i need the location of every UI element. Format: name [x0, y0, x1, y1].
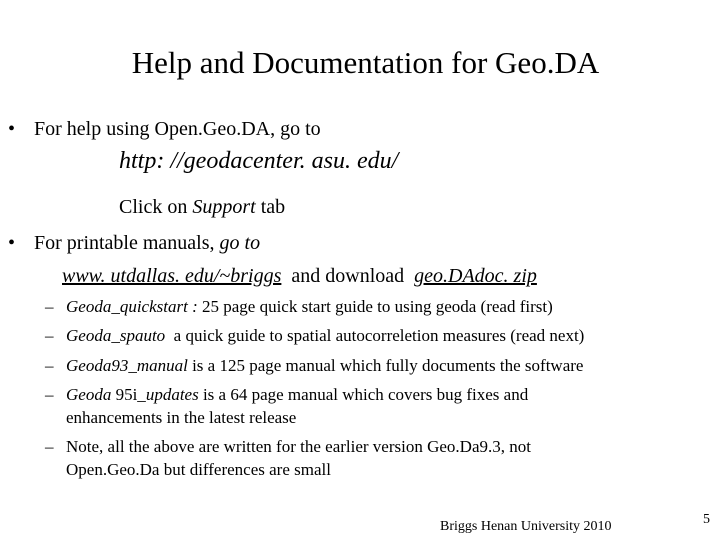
geodadoc-filename: geo.DAdoc. zip: [414, 265, 537, 287]
bullet-help-text: For help using Open.Geo.DA, go to: [34, 118, 321, 140]
note-line-2: Open.Geo.Da but differences are small: [66, 460, 331, 479]
sub-marker: –: [45, 385, 54, 404]
sub-marker: –: [45, 326, 54, 345]
briggs-url: www. utdallas. edu/~briggs: [62, 265, 282, 287]
geodacenter-url: http: //geodacenter. asu. edu/: [119, 148, 399, 174]
footer-credit: Briggs Henan University 2010: [440, 519, 612, 534]
sub-item-spauto: Geoda_spauto a quick guide to spatial autocorreletion measures (read next): [66, 326, 585, 345]
sub-item-manual: Geoda93_manual is a 125 page manual which fully documents the software: [66, 356, 584, 375]
sub-marker: –: [45, 356, 54, 375]
support-tab-instruction: Click on Support tab: [119, 196, 286, 218]
bullet-marker: •: [8, 118, 16, 140]
slide-title: Help and Documentation for Geo.DA: [131, 45, 600, 80]
bullet-manuals-text: For printable manuals, go to: [34, 232, 261, 254]
sub-marker: –: [45, 297, 54, 316]
sub-item-quickstart: Geoda_quickstart : 25 page quick start guide to using geoda (read first): [66, 297, 553, 316]
bullet-marker: •: [8, 232, 16, 254]
page-number: 5: [703, 512, 710, 527]
sub-marker: –: [45, 437, 54, 456]
note-line-1: Note, all the above are written for the earlier version Geo.Da9.3, not: [66, 437, 531, 456]
sub-item-updates: Geoda 95i_updates is a 64 page manual which covers bug fixes and: [66, 385, 529, 404]
download-line: www. utdallas. edu/~briggs and download geo.DAdoc. zip: [62, 265, 537, 287]
sub-item-updates-continued: enhancements in the latest release: [66, 408, 297, 427]
